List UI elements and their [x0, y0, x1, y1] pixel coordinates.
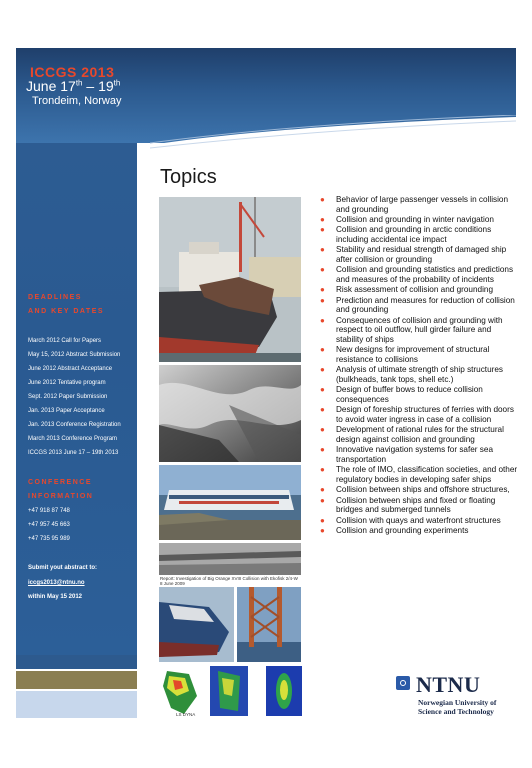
bullet-icon: ●: [320, 345, 325, 355]
bullet-icon: ●: [320, 245, 325, 255]
bullet-icon: ●: [320, 285, 325, 295]
key-date: ICCGS 2013 June 17 – 19th 2013: [28, 450, 119, 456]
topic-item: [320, 345, 518, 364]
topic-item: [320, 445, 518, 464]
bullet-icon: ●: [320, 265, 325, 275]
bullet-icon: ●: [320, 385, 325, 395]
key-date: May 15, 2012 Abstract Submission: [28, 352, 121, 358]
topic-item: [320, 485, 518, 495]
topic-item: [320, 516, 518, 526]
conference-info-heading-2: INFORMATION: [28, 493, 94, 500]
ship-collision-photo: [159, 587, 234, 662]
topic-text: Collision and grounding in winter navigation: [336, 214, 494, 224]
topic-item: [320, 215, 518, 225]
topic-item: [320, 265, 518, 284]
bullet-icon: ●: [320, 295, 325, 305]
bullet-icon: ●: [320, 525, 325, 535]
ntnu-emblem-icon: [396, 676, 410, 690]
bullet-icon: ●: [320, 425, 325, 435]
topic-item: [320, 316, 518, 345]
key-date: March 2012 Call for Papers: [28, 338, 102, 344]
bullet-icon: ●: [320, 445, 325, 455]
topic-item: [320, 465, 518, 484]
deadlines-heading-2: AND KEY DATES: [28, 308, 105, 315]
phone-number: +47 735 95 989: [28, 536, 70, 542]
bullet-icon: ●: [320, 315, 325, 325]
bullet-icon: ●: [320, 214, 325, 224]
topic-text: Risk assessment of collision and grounding: [336, 285, 494, 295]
bullet-icon: ●: [320, 195, 325, 204]
topic-text: Consequences of collision and grounding with respect to oil outflow, hull girder failure and stability of ships: [336, 315, 503, 344]
footer-stripe-blue: [16, 655, 137, 669]
bullet-icon: ●: [320, 465, 325, 475]
topic-item: [320, 405, 518, 424]
topic-text: Design of foreship structures of ferries with doors to avoid water ingress in case of a collision: [336, 405, 514, 424]
buckled-structure-photo: [159, 365, 301, 462]
submit-label: Submit yout abstract to:: [28, 565, 98, 571]
topic-item: [320, 425, 518, 444]
simulation-plate-image: [266, 666, 302, 716]
topic-item: [320, 195, 518, 214]
topic-text: The role of IMO, classification societies, and other regulatory bodies in developing safer ships: [336, 465, 518, 484]
topic-item: [320, 496, 518, 515]
offshore-platform-photo: [237, 587, 301, 662]
footer-stripe-light: [16, 691, 137, 718]
photo-caption: Report: Investigation of Big Orange XVIII Collision with Ekofisk 2/4-W 8 June 2009: [160, 576, 298, 586]
bullet-icon: ●: [320, 225, 325, 235]
topic-text: Prediction and measures for reduction of collision and grounding: [336, 295, 515, 315]
key-date: June 2012 Abstract Acceptance: [28, 366, 113, 372]
topic-text: Collision and grounding in arctic conditions including accidental ice impact: [336, 225, 492, 244]
topic-text: Collision between ships and fixed or floating bridges and submerged tunnels: [336, 495, 496, 515]
simulation-caption: LS DYNA: [176, 712, 196, 717]
topic-item: [320, 245, 518, 264]
capsized-ship-photo: [159, 465, 301, 540]
topic-item: [320, 225, 518, 244]
bullet-icon: ●: [320, 515, 325, 525]
topic-text: Design of buffer bows to reduce collision consequences: [336, 385, 483, 404]
bullet-icon: ●: [320, 365, 325, 375]
topics-list: [320, 195, 518, 536]
bullet-icon: ●: [320, 495, 325, 505]
topic-item: [320, 385, 518, 404]
conference-title: ICCGS 2013: [30, 64, 115, 80]
key-date: Jan. 2013 Paper Acceptance: [28, 408, 105, 414]
key-date: March 2013 Conference Program: [28, 436, 118, 442]
conference-dates: June 17th – 19th: [26, 78, 121, 94]
key-date: Sept. 2012 Paper Submission: [28, 394, 108, 400]
simulation-bow-image: [159, 666, 203, 716]
topic-text: Collision with quays and waterfront structures: [336, 515, 501, 525]
topic-text: Stability and residual strength of damaged ship after collision or grounding: [336, 245, 507, 264]
topics-title: Topics: [160, 166, 217, 188]
topic-text: Behavior of large passenger vessels in collision and grounding: [336, 195, 509, 214]
topic-text: New designs for improvement of structural resistance to collisions: [336, 345, 490, 364]
topic-text: Collision between ships and offshore structures,: [336, 485, 510, 495]
phone-number: +47 918 87 748: [28, 508, 70, 514]
bullet-icon: ●: [320, 405, 325, 415]
topic-item: [320, 526, 518, 536]
topic-item: [320, 365, 518, 384]
key-date: Jan. 2013 Conference Registration: [28, 422, 121, 428]
ntnu-logo-subtitle: Norwegian University of Science and Technology: [418, 698, 497, 716]
topic-text: Collision and grounding statistics and predictions and measures of the probability of incidents: [336, 265, 514, 284]
topic-text: Development of rational rules for the structural design against collision and grounding: [336, 425, 504, 444]
submit-email-link[interactable]: iccgs2013@ntnu.no: [28, 580, 85, 586]
topic-text: Analysis of ultimate strength of ship structures (bulkheads, tank tops, shell etc.): [336, 365, 504, 384]
deadlines-heading: DEADLINES: [28, 294, 82, 301]
footer-stripe-olive: [16, 671, 137, 689]
conference-location: Trondeim, Norway: [32, 95, 122, 107]
ntnu-logo-text: NTNU: [416, 672, 481, 697]
hangar-photo: [159, 543, 301, 575]
phone-number: +47 957 45 663: [28, 522, 70, 528]
simulation-hull-image: [210, 666, 248, 716]
topic-item: [320, 296, 518, 315]
topic-item: [320, 285, 518, 295]
bullet-icon: ●: [320, 485, 325, 495]
key-date: June 2012 Tentative program: [28, 380, 106, 386]
topic-text: Collision and grounding experiments: [336, 525, 469, 535]
topic-text: Innovative navigation systems for safer sea transportation: [336, 445, 494, 464]
damaged-ship-photo: [159, 197, 301, 362]
submit-deadline: within May 15 2012: [28, 594, 83, 600]
conference-info-heading: CONFERENCE: [28, 479, 93, 486]
wave-decoration: [150, 115, 516, 160]
